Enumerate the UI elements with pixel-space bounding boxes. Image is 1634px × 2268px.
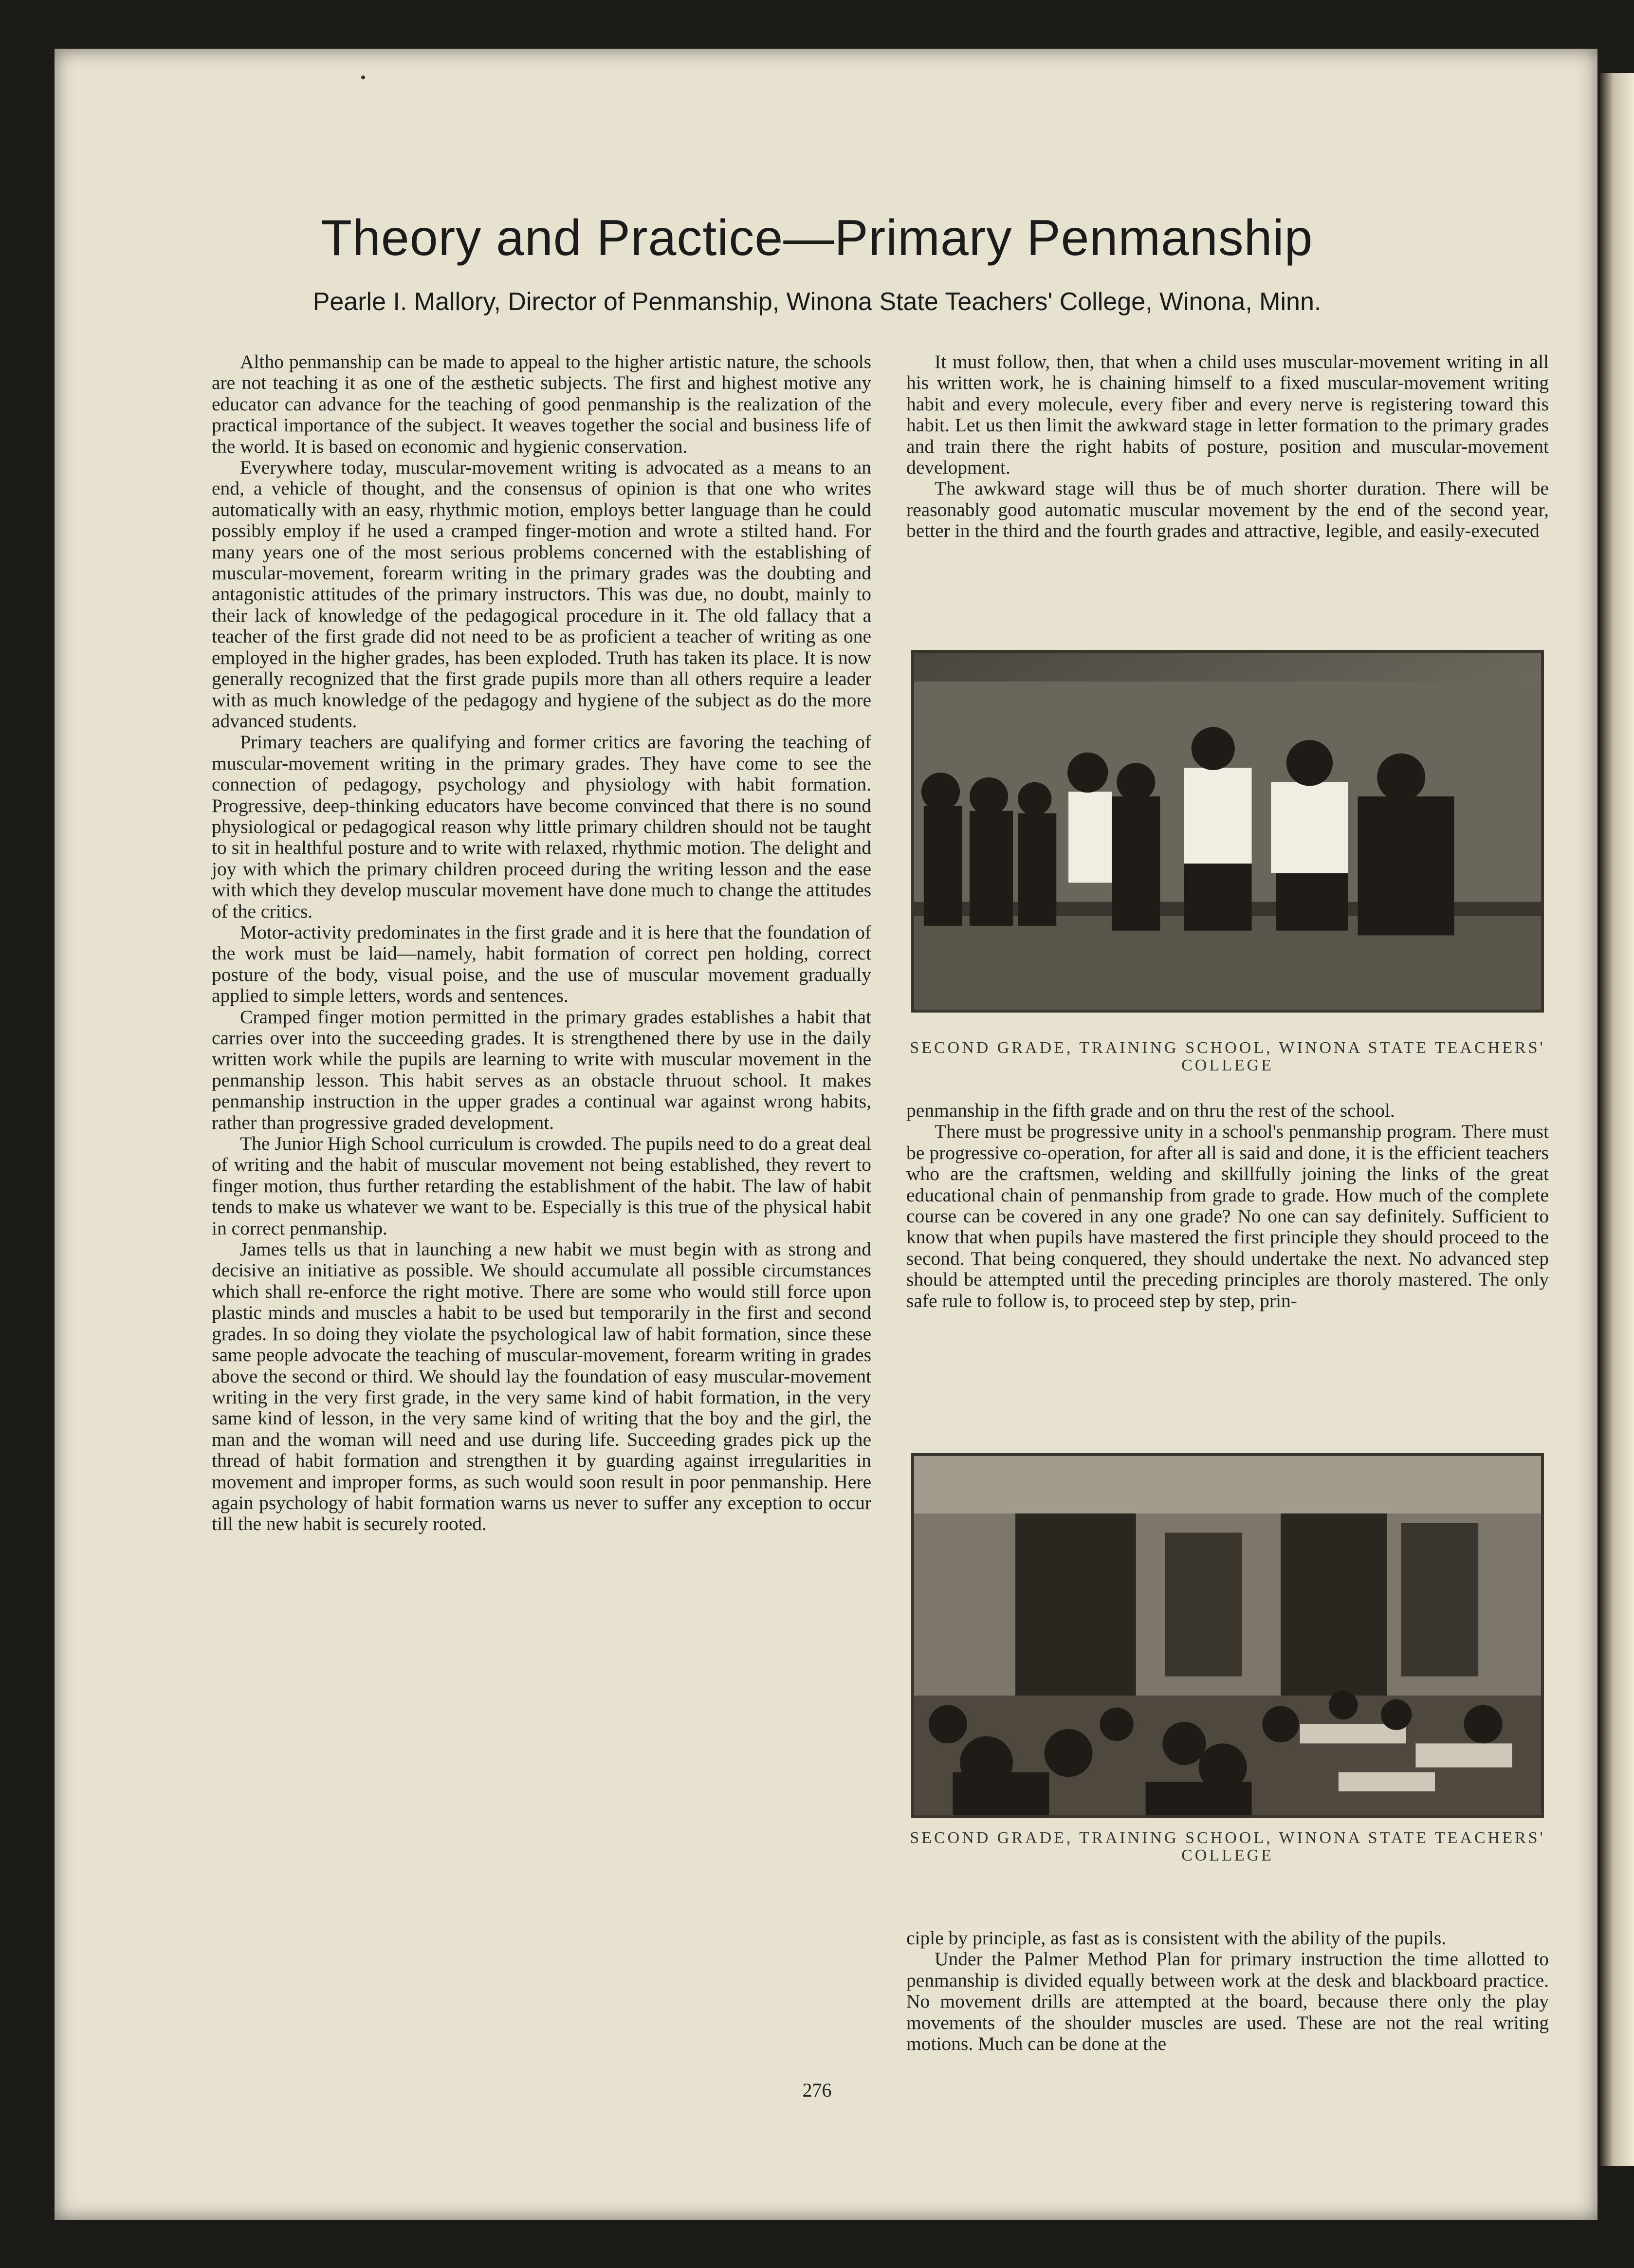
- photo-caption: SECOND GRADE, TRAINING SCHOOL, WINONA STATE TEACHERS' COLLEGE: [910, 1039, 1545, 1074]
- paragraph: The Junior High School curriculum is crowded. The pupils need to do a great deal of writing and the habit of muscular movement not being established, they revert to finger motion, thus further retarding the establishment of the habit. The law of habit tends to make us whatever we want to be. Especially is this true of the physical habit in correct penmanship.: [212, 1133, 871, 1239]
- left-column: [212, 351, 871, 1535]
- paragraph: ciple by principle, as fast as is consistent with the ability of the pupils.: [906, 1927, 1447, 1949]
- paragraph: penmanship in the fifth grade and on thru the rest of the school.: [906, 1100, 1395, 1121]
- page-number: 276: [802, 2079, 832, 2101]
- article-title: Theory and Practice—Primary Penmanship: [321, 210, 1313, 266]
- paragraph: Cramped finger motion permitted in the primary grades establishes a habit that carries over into the succeeding grades. It is strengthened there by use in the daily written work while the pupils are learning to write with muscular movement in the penmanship lesson. This habit serves as an obstacle thruout school. It makes penmanship instruction in the upper grades a continual war against wrong habits, rather than progressive graded development.: [212, 1006, 871, 1133]
- article-byline: Pearle I. Mallory, Director of Penmanship, Winona State Teachers' College, Winona, Minn.: [312, 288, 1322, 316]
- right-column-top: [906, 351, 1549, 542]
- next-page-edge: [1600, 73, 1634, 2166]
- paragraph: Motor-activity predominates in the first grade and it is here that the foundation of the work must be laid—namely, habit formation of correct pen holding, correct posture of the body, visual poise, and the use of muscular movement gradually applied to simple letters, words and sentences.: [212, 921, 871, 1007]
- paragraph: Altho penmanship can be made to appeal to the higher artistic nature, the schools are not teaching it as one of the æsthetic subjects. The first and highest motive any educator can advance for the teaching of good penmanship is the realization of the practical importance of the subject. It weaves together the social and business life of the world. It is based on economic and hygienic conservation.: [212, 351, 871, 457]
- ink-speck: [361, 75, 365, 79]
- paragraph: There must be progressive unity in a school's penmanship program. There must be progressive co-operation, for after all is said and done, it is the efficient teachers who are the craftsmen, welding and skillfully joining the links of the great educational chain of penmanship from grade to grade. How much of the complete course can be covered in any one grade? No one can say definitely. Sufficient to know that when pupils have mastered the first principle they should proceed to the second. That being conquered, they should undertake the next. No advanced step should be attempted until the preceding principles are thoroly mastered. The only safe rule to follow is, to proceed step by step, prin-: [906, 1121, 1549, 1311]
- right-column-bottom: [906, 1928, 1549, 2054]
- photo-children-at-blackboard: [911, 650, 1544, 1013]
- paragraph: The awkward stage will thus be of much shorter duration. There will be reasonably good automatic muscular movement by the end of the second year, better in the third and the fourth grades and attractive, legible, and easily-executed: [906, 478, 1549, 542]
- paragraph: Under the Palmer Method Plan for primary instruction the time allotted to penmanship is divided equally between work at the desk and blackboard practice. No movement drills are attempted at the board, because there only the play movements of the shoulder muscles are used. These are not the real writing motions. Much can be done at the: [906, 1948, 1549, 2055]
- right-column-middle: [906, 1100, 1549, 1311]
- photo-classroom-desks: [911, 1453, 1544, 1818]
- paragraph: It must follow, then, that when a child uses muscular-movement writing in all his written work, he is chaining himself to a fixed muscular-movement writing habit and every molecule, every fiber and every nerve is registering toward this habit. Let us then limit the awkward stage in letter formation to the primary grades and train there the right habits of posture, position and muscular-movement development.: [906, 351, 1549, 479]
- paragraph: Everywhere today, muscular-movement writing is advocated as a means to an end, a vehicle of thought, and the consensus of opinion is that one who writes automatically with an easy, rhythmic motion, employs better language than he could possibly employ if he used a cramped finger-motion and wrote a stilted hand. For many years one of the most serious problems concerned with the establishing of muscular-movement, forearm writing in the primary grades was the doubting and antagonistic attitudes of the primary instructors. This was due, no doubt, mainly to their lack of knowledge of the pedagogical procedure in it. The old fallacy that a teacher of the first grade did not need to be as proficient a teacher of writing as one employed in the higher grades, has been exploded. Truth has taken its place. It is now generally recognized that the first grade pupils more than all others require a leader with as much knowledge of the pedagogy and hygiene of the subject as do the more advanced students.: [212, 457, 871, 732]
- paragraph: Primary teachers are qualifying and former critics are favoring the teaching of muscular-movement writing in the primary grades. They have come to see the connection of pedagogy, psychology and physiology with habit formation. Progressive, deep-thinking educators have become convinced that there is no sound physiological or pedagogical reason why little primary children should not be taught to sit in healthful posture and to write with relaxed, rhythmic motion. The delight and joy with which the primary children proceed during the writing lesson and the ease with which they develop muscular movement have done much to change the attitudes of the critics.: [212, 731, 871, 922]
- paragraph: James tells us that in launching a new habit we must begin with as strong and decisive an initiative as possible. We should accumulate all possible circumstances which shall re-enforce the right motive. There are some who would still force upon plastic minds and muscles a habit to be used but temporarily in the first and second grades. In so doing they violate the psychological law of habit formation, since these same people advocate the teaching of muscular-movement, forearm writing in grades above the second or third. We should lay the foundation of easy muscular-movement writing in the very first grade, in the very same kind of habit formation, in the very same kind of lesson, in the very same kind of writing that the boy and the girl, the man and the woman will need and use during life. Succeeding grades pick up the thread of habit formation and strengthen it by guarding against irregularities in movement and improper forms, as such would soon result in poor penmanship. Here again psychology of habit formation warns us never to suffer any exception to occur till the new habit is securely rooted.: [212, 1238, 871, 1535]
- photo-caption: SECOND GRADE, TRAINING SCHOOL, WINONA STATE TEACHERS' COLLEGE: [910, 1829, 1545, 1864]
